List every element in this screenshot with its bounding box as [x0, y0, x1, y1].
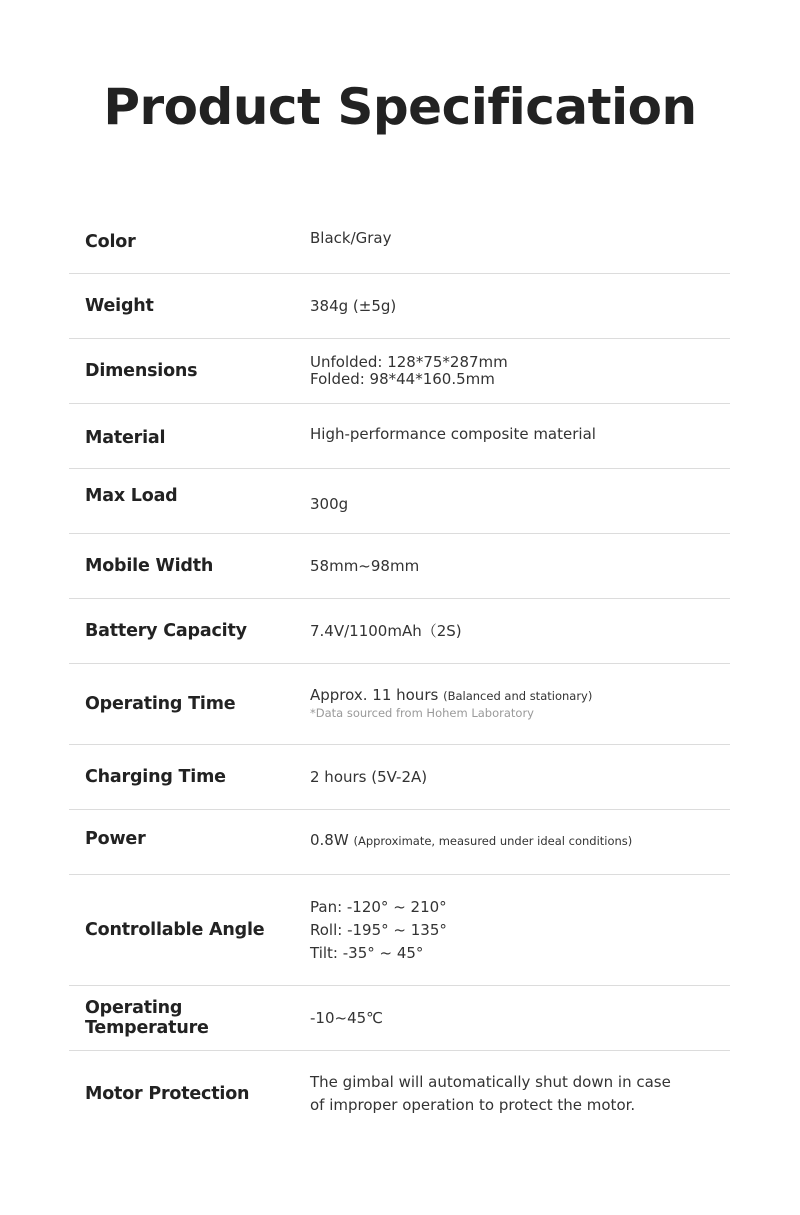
spec-row-weight [69, 274, 730, 339]
spec-row-power [69, 810, 730, 875]
spec-value-main: 0.8W [310, 831, 349, 849]
spec-value: 2 hours (5V-2A) [310, 767, 428, 786]
spec-label: Max Load [85, 486, 178, 506]
spec-value: Black/Gray [310, 229, 392, 247]
page-title: Product Specification [103, 78, 697, 136]
spec-value-line: Unfolded: 128*75*287mm [310, 353, 508, 371]
spec-label: Dimensions [85, 361, 198, 381]
spec-label: Battery Capacity [85, 621, 247, 641]
spec-row-battery-capacity [69, 599, 730, 664]
spec-value-line: Pan: -120° ~ 210° [310, 897, 447, 916]
spec-label: Operating Temperature [85, 998, 209, 1038]
spec-label: Color [85, 231, 136, 252]
spec-row-operating-time [69, 664, 730, 745]
spec-row-mobile-width [69, 534, 730, 599]
spec-value-line: Folded: 98*44*160.5mm [310, 370, 495, 388]
spec-label: Controllable Angle [85, 920, 265, 940]
spec-value [310, 896, 730, 965]
spec-row-operating-temperature [69, 986, 730, 1051]
spec-value-line: Roll: -195° ~ 135° [310, 920, 447, 939]
spec-value-main: Approx. 11 hours [310, 686, 439, 704]
spec-value [310, 1071, 730, 1117]
spec-label: Power [85, 829, 146, 849]
spec-value-note: *Data sourced from Hohem Laboratory [310, 706, 534, 720]
spec-row-dimensions [69, 339, 730, 404]
spec-table [69, 210, 730, 1136]
spec-value [310, 354, 730, 388]
spec-row-motor-protection [69, 1051, 730, 1136]
spec-value: 7.4V/1100mAh（2S) [310, 621, 462, 640]
spec-row-max-load [69, 469, 730, 534]
spec-value-line: Tilt: -35° ~ 45° [310, 943, 424, 962]
spec-label: Operating Time [85, 694, 236, 714]
spec-value-line: The gimbal will automatically shut down in case [310, 1072, 671, 1091]
spec-value-line: of improper operation to protect the motor. [310, 1095, 636, 1114]
spec-label: Weight [85, 296, 154, 316]
spec-value: 300g [310, 494, 349, 513]
spec-value: 58mm~98mm [310, 556, 420, 575]
spec-row-color [69, 210, 730, 274]
spec-label: Mobile Width [85, 556, 214, 576]
spec-value-qualifier: (Balanced and stationary) [443, 689, 593, 703]
spec-value [310, 687, 730, 721]
spec-value: -10~45℃ [310, 1008, 384, 1027]
spec-value: 384g (±5g) [310, 296, 397, 315]
spec-value-qualifier: (Approximate, measured under ideal conditions) [353, 834, 633, 848]
spec-label: Charging Time [85, 767, 226, 787]
spec-label: Motor Protection [85, 1083, 250, 1104]
spec-row-material [69, 404, 730, 469]
spec-label: Material [85, 428, 166, 448]
spec-row-controllable-angle [69, 875, 730, 986]
spec-row-charging-time [69, 745, 730, 810]
spec-value: High-performance composite material [310, 424, 596, 443]
spec-value [310, 832, 730, 850]
